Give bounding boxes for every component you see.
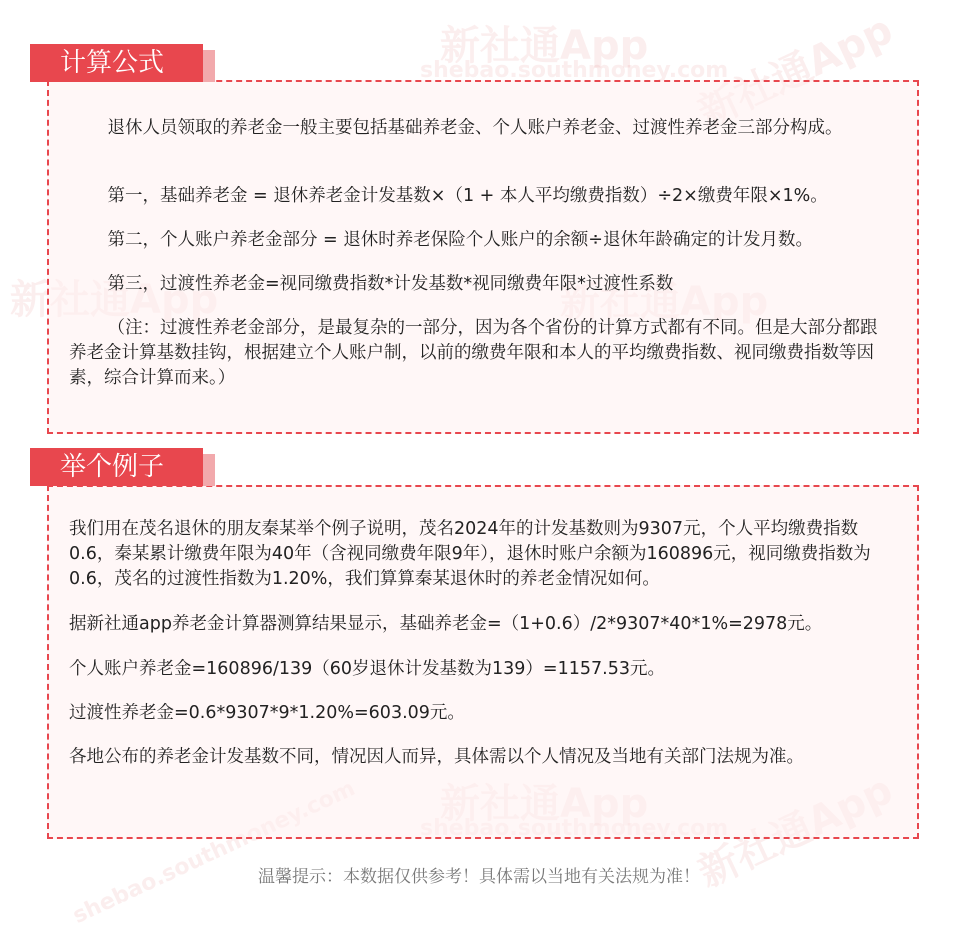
watermark-url: shebao.southmoney.com [69,776,360,929]
section-title-formula: 计算公式 [30,44,203,82]
formula-intro-paragraph: 退休人员领取的养老金一般主要包括基础养老金、个人账户养老金、过渡性养老金三部分构成。 [107,118,843,138]
watermark-url: shebao.southmoney.com [420,58,729,83]
example-basic-result: 据新社通app养老金计算器测算结果显示，基础养老金=（1+0.6）/2*9307*40*1%=2978元。 [69,614,823,634]
footer-tip: 温馨提示：本数据仅供参考！具体需以当地有关法规为准！ [258,867,700,887]
example-personal-result: 个人账户养老金=160896/139（60岁退休计发基数为139）=1157.53元。 [69,659,665,679]
example-intro-paragraph: 我们用在茂名退休的朋友秦某举个例子说明，茂名2024年的计发基数则为9307元，个人平均缴费指数0.6，秦某累计缴费年限为40年（含视同缴费年限9年），退休时账户余额为160896元，视同缴费指数为0.6，茂名的过渡性指数为1.20%，我们算算秦某退休时的养老金情况如何。 [69,519,871,589]
formula-note-paragraph: （注：过渡性养老金部分，是最复杂的一部分，因为各个省份的计算方式都有不同。但是大部分都跟养老金计算基数挂钩，根据建立个人账户制，以前的缴费年限和本人的平均缴费指数、视同缴费指数等因素，综合计算而来。） [69,318,878,388]
section-title-example: 举个例子 [30,448,203,486]
watermark-brand: 新社通App [691,6,900,137]
example-transition-result: 过渡性养老金=0.6*9307*9*1.20%=603.09元。 [69,703,465,723]
example-panel [47,485,919,839]
formula-transition-paragraph: 第三，过渡性养老金=视同缴费指数*计发基数*视同缴费年限*过渡性系数 [107,274,674,294]
formula-personal-paragraph: 第二，个人账户养老金部分 = 退休时养老保险个人账户的余额÷退休年龄确定的计发月数。 [107,230,813,250]
watermark-brand: 新社通App [440,23,649,69]
formula-basic-paragraph: 第一，基础养老金 = 退休养老金计发基数×（1 + 本人平均缴费指数）÷2×缴费年限×1%。 [107,186,828,206]
formula-panel [47,80,919,434]
example-disclaimer-paragraph: 各地公布的养老金计发基数不同，情况因人而异，具体需以个人情况及当地有关部门法规为准。 [69,747,804,767]
